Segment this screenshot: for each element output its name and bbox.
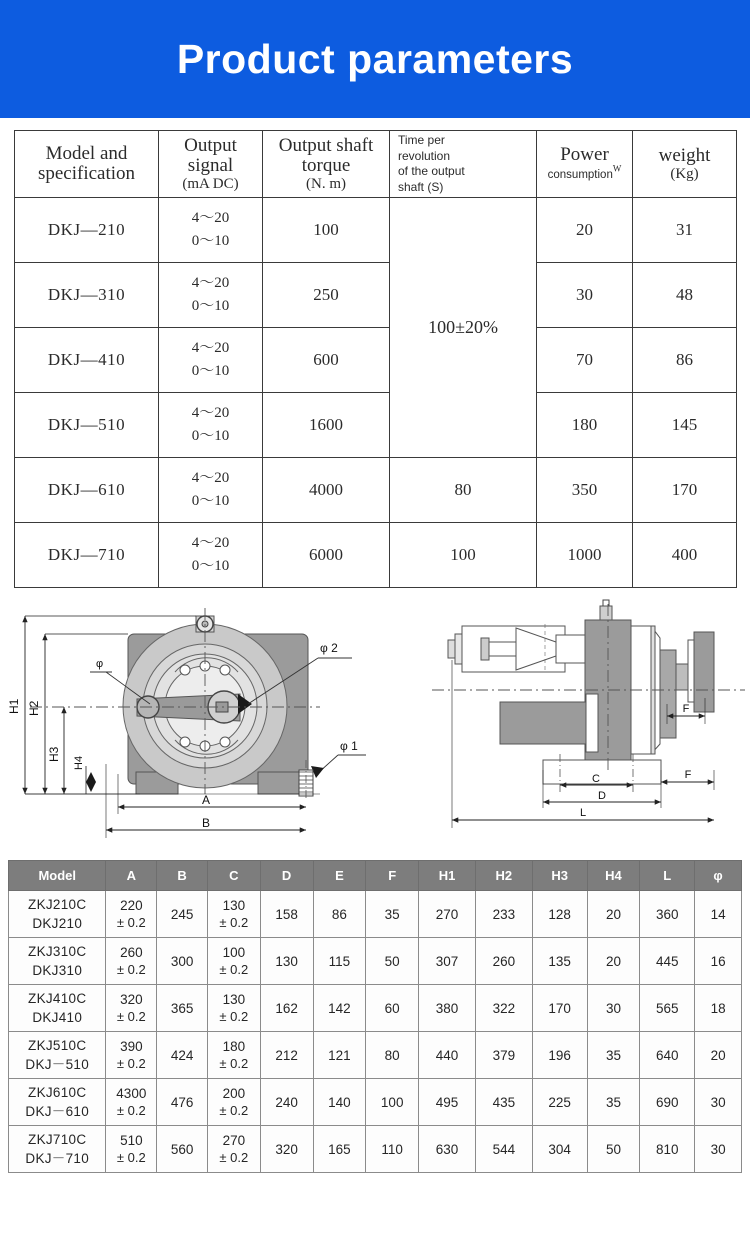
dim-c-value: 270 <box>222 1133 246 1149</box>
dim-model-line2: DKJ－710 <box>25 1151 90 1167</box>
page-title: Product parameters <box>176 35 574 82</box>
dim-cell-d: 158 <box>260 891 313 938</box>
dim-cell-model <box>9 938 106 985</box>
spec-signal-high: 4～20 <box>191 470 230 487</box>
spec-header-torque-line2: torque <box>301 154 351 176</box>
dim-cell-h4: 35 <box>587 1032 640 1079</box>
dim-cell-h3: 225 <box>532 1079 587 1126</box>
dim-cell-h3: 196 <box>532 1032 587 1079</box>
side-view-c-label: C <box>592 773 600 786</box>
spec-cell-model: DKJ—410 <box>15 328 159 393</box>
front-view-b-label: B <box>201 816 211 831</box>
specification-table <box>14 130 737 588</box>
dim-header-h2: H2 <box>475 861 532 891</box>
table-row <box>9 938 742 985</box>
dim-cell-b: 245 <box>157 891 208 938</box>
dim-cell-h3: 128 <box>532 891 587 938</box>
front-view-h2-label: H2 <box>27 701 41 717</box>
spec-signal-low: 0～10 <box>191 363 230 380</box>
dim-cell-h2: 435 <box>475 1079 532 1126</box>
dim-c-value: 130 <box>222 992 246 1008</box>
dim-c-tolerance: ± 0.2 <box>219 1008 249 1024</box>
spec-cell-weight: 145 <box>633 393 737 458</box>
dim-a-tolerance: ± 0.2 <box>116 961 146 977</box>
dim-model-line1: ZKJ510C <box>28 1037 87 1053</box>
dim-model-line1: ZKJ610C <box>28 1084 87 1100</box>
dim-cell-h4: 20 <box>587 938 640 985</box>
dim-cell-b: 424 <box>157 1032 208 1079</box>
dim-header-l: L <box>640 861 695 891</box>
dim-cell-d: 240 <box>260 1079 313 1126</box>
dim-cell-model <box>9 985 106 1032</box>
spec-header-output-torque <box>263 131 390 198</box>
dim-cell-f: 110 <box>366 1126 419 1173</box>
spec-cell-signal <box>159 458 263 523</box>
spec-signal-low: 0～10 <box>191 233 230 250</box>
dim-header-h3: H3 <box>532 861 587 891</box>
dim-cell-c <box>207 938 260 985</box>
dim-cell-c <box>207 985 260 1032</box>
spec-signal-low: 0～10 <box>191 493 230 510</box>
dim-cell-b: 300 <box>157 938 208 985</box>
front-view-drawing <box>7 608 366 838</box>
dimension-table-container <box>0 854 750 1173</box>
dim-cell-e: 86 <box>313 891 366 938</box>
dim-model-line2: DKJ－510 <box>25 1057 90 1073</box>
dim-model-line1: ZKJ710C <box>28 1131 87 1147</box>
dim-cell-f: 60 <box>366 985 419 1032</box>
dim-cell-h2: 260 <box>475 938 532 985</box>
dim-cell-phi: 20 <box>695 1032 742 1079</box>
spec-cell-torque: 100 <box>263 198 390 263</box>
spec-cell-weight: 400 <box>633 523 737 588</box>
dim-cell-d: 130 <box>260 938 313 985</box>
spec-cell-signal <box>159 263 263 328</box>
dim-model-line1: ZKJ310C <box>28 943 87 959</box>
spec-cell-time: 80 <box>390 458 537 523</box>
spec-cell-power: 30 <box>537 263 633 328</box>
spec-cell-power: 70 <box>537 328 633 393</box>
spec-header-signal-line1: Output <box>184 134 237 156</box>
technical-drawings <box>0 594 750 854</box>
dim-cell-h3: 170 <box>532 985 587 1032</box>
spec-signal-high: 4～20 <box>191 405 230 422</box>
table-row <box>15 263 737 328</box>
dim-cell-h1: 495 <box>419 1079 476 1126</box>
dim-cell-h1: 440 <box>419 1032 476 1079</box>
dim-cell-a <box>106 985 157 1032</box>
side-view-f-bottom-label: F <box>684 769 692 782</box>
dim-cell-e: 165 <box>313 1126 366 1173</box>
dim-c-value: 200 <box>222 1086 246 1102</box>
dim-cell-b: 476 <box>157 1079 208 1126</box>
dim-cell-f: 50 <box>366 938 419 985</box>
dim-cell-f: 35 <box>366 891 419 938</box>
spec-header-model-line1: Model and <box>45 143 128 165</box>
dim-header-c: C <box>207 861 260 891</box>
dim-cell-h1: 307 <box>419 938 476 985</box>
spec-cell-time: 100 <box>390 523 537 588</box>
spec-header-row <box>15 131 737 198</box>
side-view-l-label: L <box>579 807 587 820</box>
dim-cell-l: 640 <box>640 1032 695 1079</box>
dim-cell-h2: 233 <box>475 891 532 938</box>
spec-cell-weight: 31 <box>633 198 737 263</box>
front-view-h1-label: H1 <box>7 699 21 715</box>
dim-cell-h2: 379 <box>475 1032 532 1079</box>
dim-a-value: 320 <box>120 992 143 1008</box>
dim-header-h1: H1 <box>419 861 476 891</box>
dim-cell-h1: 630 <box>419 1126 476 1173</box>
dim-cell-c <box>207 1032 260 1079</box>
spec-cell-torque: 4000 <box>263 458 390 523</box>
spec-header-output-signal <box>159 131 263 198</box>
dim-model-line2: DKJ410 <box>32 1010 83 1026</box>
table-row <box>9 985 742 1032</box>
dim-a-tolerance: ± 0.2 <box>116 1149 146 1165</box>
spec-cell-torque: 600 <box>263 328 390 393</box>
dim-model-line2: DKJ310 <box>32 963 83 979</box>
dim-c-value: 130 <box>222 898 246 914</box>
dim-cell-a <box>106 938 157 985</box>
spec-cell-power: 180 <box>537 393 633 458</box>
dim-cell-a <box>106 1126 157 1173</box>
dim-cell-h3: 135 <box>532 938 587 985</box>
dim-cell-e: 115 <box>313 938 366 985</box>
spec-cell-model: DKJ—310 <box>15 263 159 328</box>
dim-cell-f: 80 <box>366 1032 419 1079</box>
dim-cell-phi: 16 <box>695 938 742 985</box>
spec-header-weight-unit: (Kg) <box>670 165 699 182</box>
dim-header-e: E <box>313 861 366 891</box>
dim-header-model: Model <box>9 861 106 891</box>
spec-header-time-line1: Time per <box>398 133 445 147</box>
dim-cell-a <box>106 891 157 938</box>
dim-cell-l: 445 <box>640 938 695 985</box>
dim-cell-model <box>9 1126 106 1173</box>
spec-cell-power: 350 <box>537 458 633 523</box>
table-row <box>15 393 737 458</box>
spec-cell-signal <box>159 198 263 263</box>
spec-header-time-line3: of the output <box>398 164 465 179</box>
dim-a-tolerance: ± 0.2 <box>116 1102 146 1118</box>
dim-cell-l: 360 <box>640 891 695 938</box>
spec-cell-signal <box>159 393 263 458</box>
dim-c-tolerance: ± 0.2 <box>219 1055 249 1071</box>
spec-cell-torque: 250 <box>263 263 390 328</box>
dim-header-b: B <box>157 861 208 891</box>
spec-cell-weight: 86 <box>633 328 737 393</box>
front-view-h4-label: H4 <box>73 756 85 771</box>
spec-header-signal-line2: signal <box>187 154 234 176</box>
spec-header-power <box>537 131 633 198</box>
spec-header-model-line2: specification <box>37 163 136 185</box>
spec-cell-time-merged: 100±20% <box>390 198 537 458</box>
side-view-d-label: D <box>598 790 606 803</box>
spec-cell-weight: 48 <box>633 263 737 328</box>
dim-cell-b: 365 <box>157 985 208 1032</box>
dim-model-line1: ZKJ210C <box>28 896 87 912</box>
spec-header-model <box>15 131 159 198</box>
spec-header-weight <box>633 131 737 198</box>
spec-signal-low: 0～10 <box>191 298 230 315</box>
front-view-h3-label: H3 <box>47 747 61 763</box>
dim-cell-c <box>207 891 260 938</box>
dim-cell-d: 162 <box>260 985 313 1032</box>
spec-cell-signal <box>159 328 263 393</box>
dim-a-value: 260 <box>120 945 143 961</box>
table-row <box>9 1079 742 1126</box>
spec-cell-torque: 1600 <box>263 393 390 458</box>
dim-c-tolerance: ± 0.2 <box>219 1102 249 1118</box>
dim-cell-c <box>207 1079 260 1126</box>
dim-cell-h1: 380 <box>419 985 476 1032</box>
table-row <box>15 458 737 523</box>
dim-c-tolerance: ± 0.2 <box>219 914 249 930</box>
dim-cell-e: 121 <box>313 1032 366 1079</box>
table-row <box>9 1032 742 1079</box>
spec-cell-signal <box>159 523 263 588</box>
dim-cell-h2: 544 <box>475 1126 532 1173</box>
dim-cell-h4: 20 <box>587 891 640 938</box>
dim-cell-e: 142 <box>313 985 366 1032</box>
spec-cell-model: DKJ—510 <box>15 393 159 458</box>
dim-a-tolerance: ± 0.2 <box>116 914 146 930</box>
dim-a-tolerance: ± 0.2 <box>116 1055 146 1071</box>
spec-signal-high: 4～20 <box>191 340 230 357</box>
spec-header-time-line2: revolution <box>398 148 451 163</box>
spec-header-time-line4: shaft (S) <box>398 179 444 194</box>
dim-c-value: 180 <box>222 1039 246 1055</box>
dimension-table <box>8 860 742 1173</box>
front-view-phi-label: φ <box>96 658 104 671</box>
front-view-a-label: A <box>201 793 211 808</box>
dim-cell-h2: 322 <box>475 985 532 1032</box>
spec-cell-power: 1000 <box>537 523 633 588</box>
drawings-svg <box>0 594 750 852</box>
dim-c-tolerance: ± 0.2 <box>219 961 249 977</box>
dim-cell-d: 212 <box>260 1032 313 1079</box>
dim-cell-model <box>9 891 106 938</box>
dim-model-line1: ZKJ410C <box>28 990 87 1006</box>
spec-header-torque-unit: (N. m) <box>306 175 346 192</box>
dim-cell-l: 565 <box>640 985 695 1032</box>
table-row <box>15 328 737 393</box>
spec-header-power-line1: Power <box>560 144 609 166</box>
spec-cell-power: 20 <box>537 198 633 263</box>
spec-cell-model: DKJ—210 <box>15 198 159 263</box>
dim-cell-f: 100 <box>366 1079 419 1126</box>
table-row <box>15 523 737 588</box>
dim-header-h4: H4 <box>587 861 640 891</box>
dim-cell-a <box>106 1079 157 1126</box>
dim-cell-h4: 35 <box>587 1079 640 1126</box>
spec-header-weight-line1: weight <box>658 144 711 166</box>
spec-cell-weight: 170 <box>633 458 737 523</box>
dim-cell-l: 690 <box>640 1079 695 1126</box>
dim-cell-h4: 30 <box>587 985 640 1032</box>
side-view-f-top-label: F <box>682 703 690 716</box>
spec-header-torque-line1: Output shaft <box>278 134 374 156</box>
dim-cell-phi: 30 <box>695 1126 742 1173</box>
dim-model-line2: DKJ－610 <box>25 1104 90 1120</box>
dim-cell-model <box>9 1032 106 1079</box>
dim-cell-d: 320 <box>260 1126 313 1173</box>
front-view-phi1-label: φ 1 <box>340 739 358 754</box>
spec-header-power-unit: W <box>612 164 622 175</box>
dim-cell-phi: 30 <box>695 1079 742 1126</box>
dim-a-value: 390 <box>120 1039 143 1055</box>
spec-signal-high: 4～20 <box>191 535 230 552</box>
dim-cell-model <box>9 1079 106 1126</box>
dim-cell-e: 140 <box>313 1079 366 1126</box>
dim-header-phi: φ <box>695 861 742 891</box>
dim-a-value: 220 <box>120 898 143 914</box>
spec-signal-high: 4～20 <box>191 210 230 227</box>
dim-header-a: A <box>106 861 157 891</box>
dim-cell-h3: 304 <box>532 1126 587 1173</box>
spec-signal-low: 0～10 <box>191 428 230 445</box>
dim-cell-c <box>207 1126 260 1173</box>
spec-header-time-per-revolution <box>390 131 537 198</box>
dim-header-row <box>9 861 742 891</box>
front-view-phi2-label: φ 2 <box>320 641 338 656</box>
dim-cell-phi: 14 <box>695 891 742 938</box>
dim-cell-l: 810 <box>640 1126 695 1173</box>
spec-header-signal-unit: (mA DC) <box>182 175 239 192</box>
spec-signal-high: 4～20 <box>191 275 230 292</box>
dim-c-tolerance: ± 0.2 <box>219 1149 249 1165</box>
table-row <box>9 1126 742 1173</box>
table-row <box>15 198 737 263</box>
dim-a-value: 510 <box>120 1133 143 1149</box>
dim-cell-phi: 18 <box>695 985 742 1032</box>
dim-header-d: D <box>260 861 313 891</box>
side-view-drawing <box>432 600 745 828</box>
dim-c-value: 100 <box>222 945 246 961</box>
dim-a-value: 4300 <box>116 1086 147 1102</box>
table-row <box>9 891 742 938</box>
dim-header-f: F <box>366 861 419 891</box>
dim-cell-h4: 50 <box>587 1126 640 1173</box>
dim-cell-b: 560 <box>157 1126 208 1173</box>
page-banner <box>0 0 750 118</box>
dim-a-tolerance: ± 0.2 <box>116 1008 146 1024</box>
spec-table-container <box>0 118 750 588</box>
spec-cell-torque: 6000 <box>263 523 390 588</box>
dim-cell-h1: 270 <box>419 891 476 938</box>
dim-model-line2: DKJ210 <box>32 916 83 932</box>
spec-header-power-line2: consumption <box>547 169 613 182</box>
spec-cell-model: DKJ—710 <box>15 523 159 588</box>
dim-cell-a <box>106 1032 157 1079</box>
spec-cell-model: DKJ—610 <box>15 458 159 523</box>
spec-signal-low: 0～10 <box>191 558 230 575</box>
